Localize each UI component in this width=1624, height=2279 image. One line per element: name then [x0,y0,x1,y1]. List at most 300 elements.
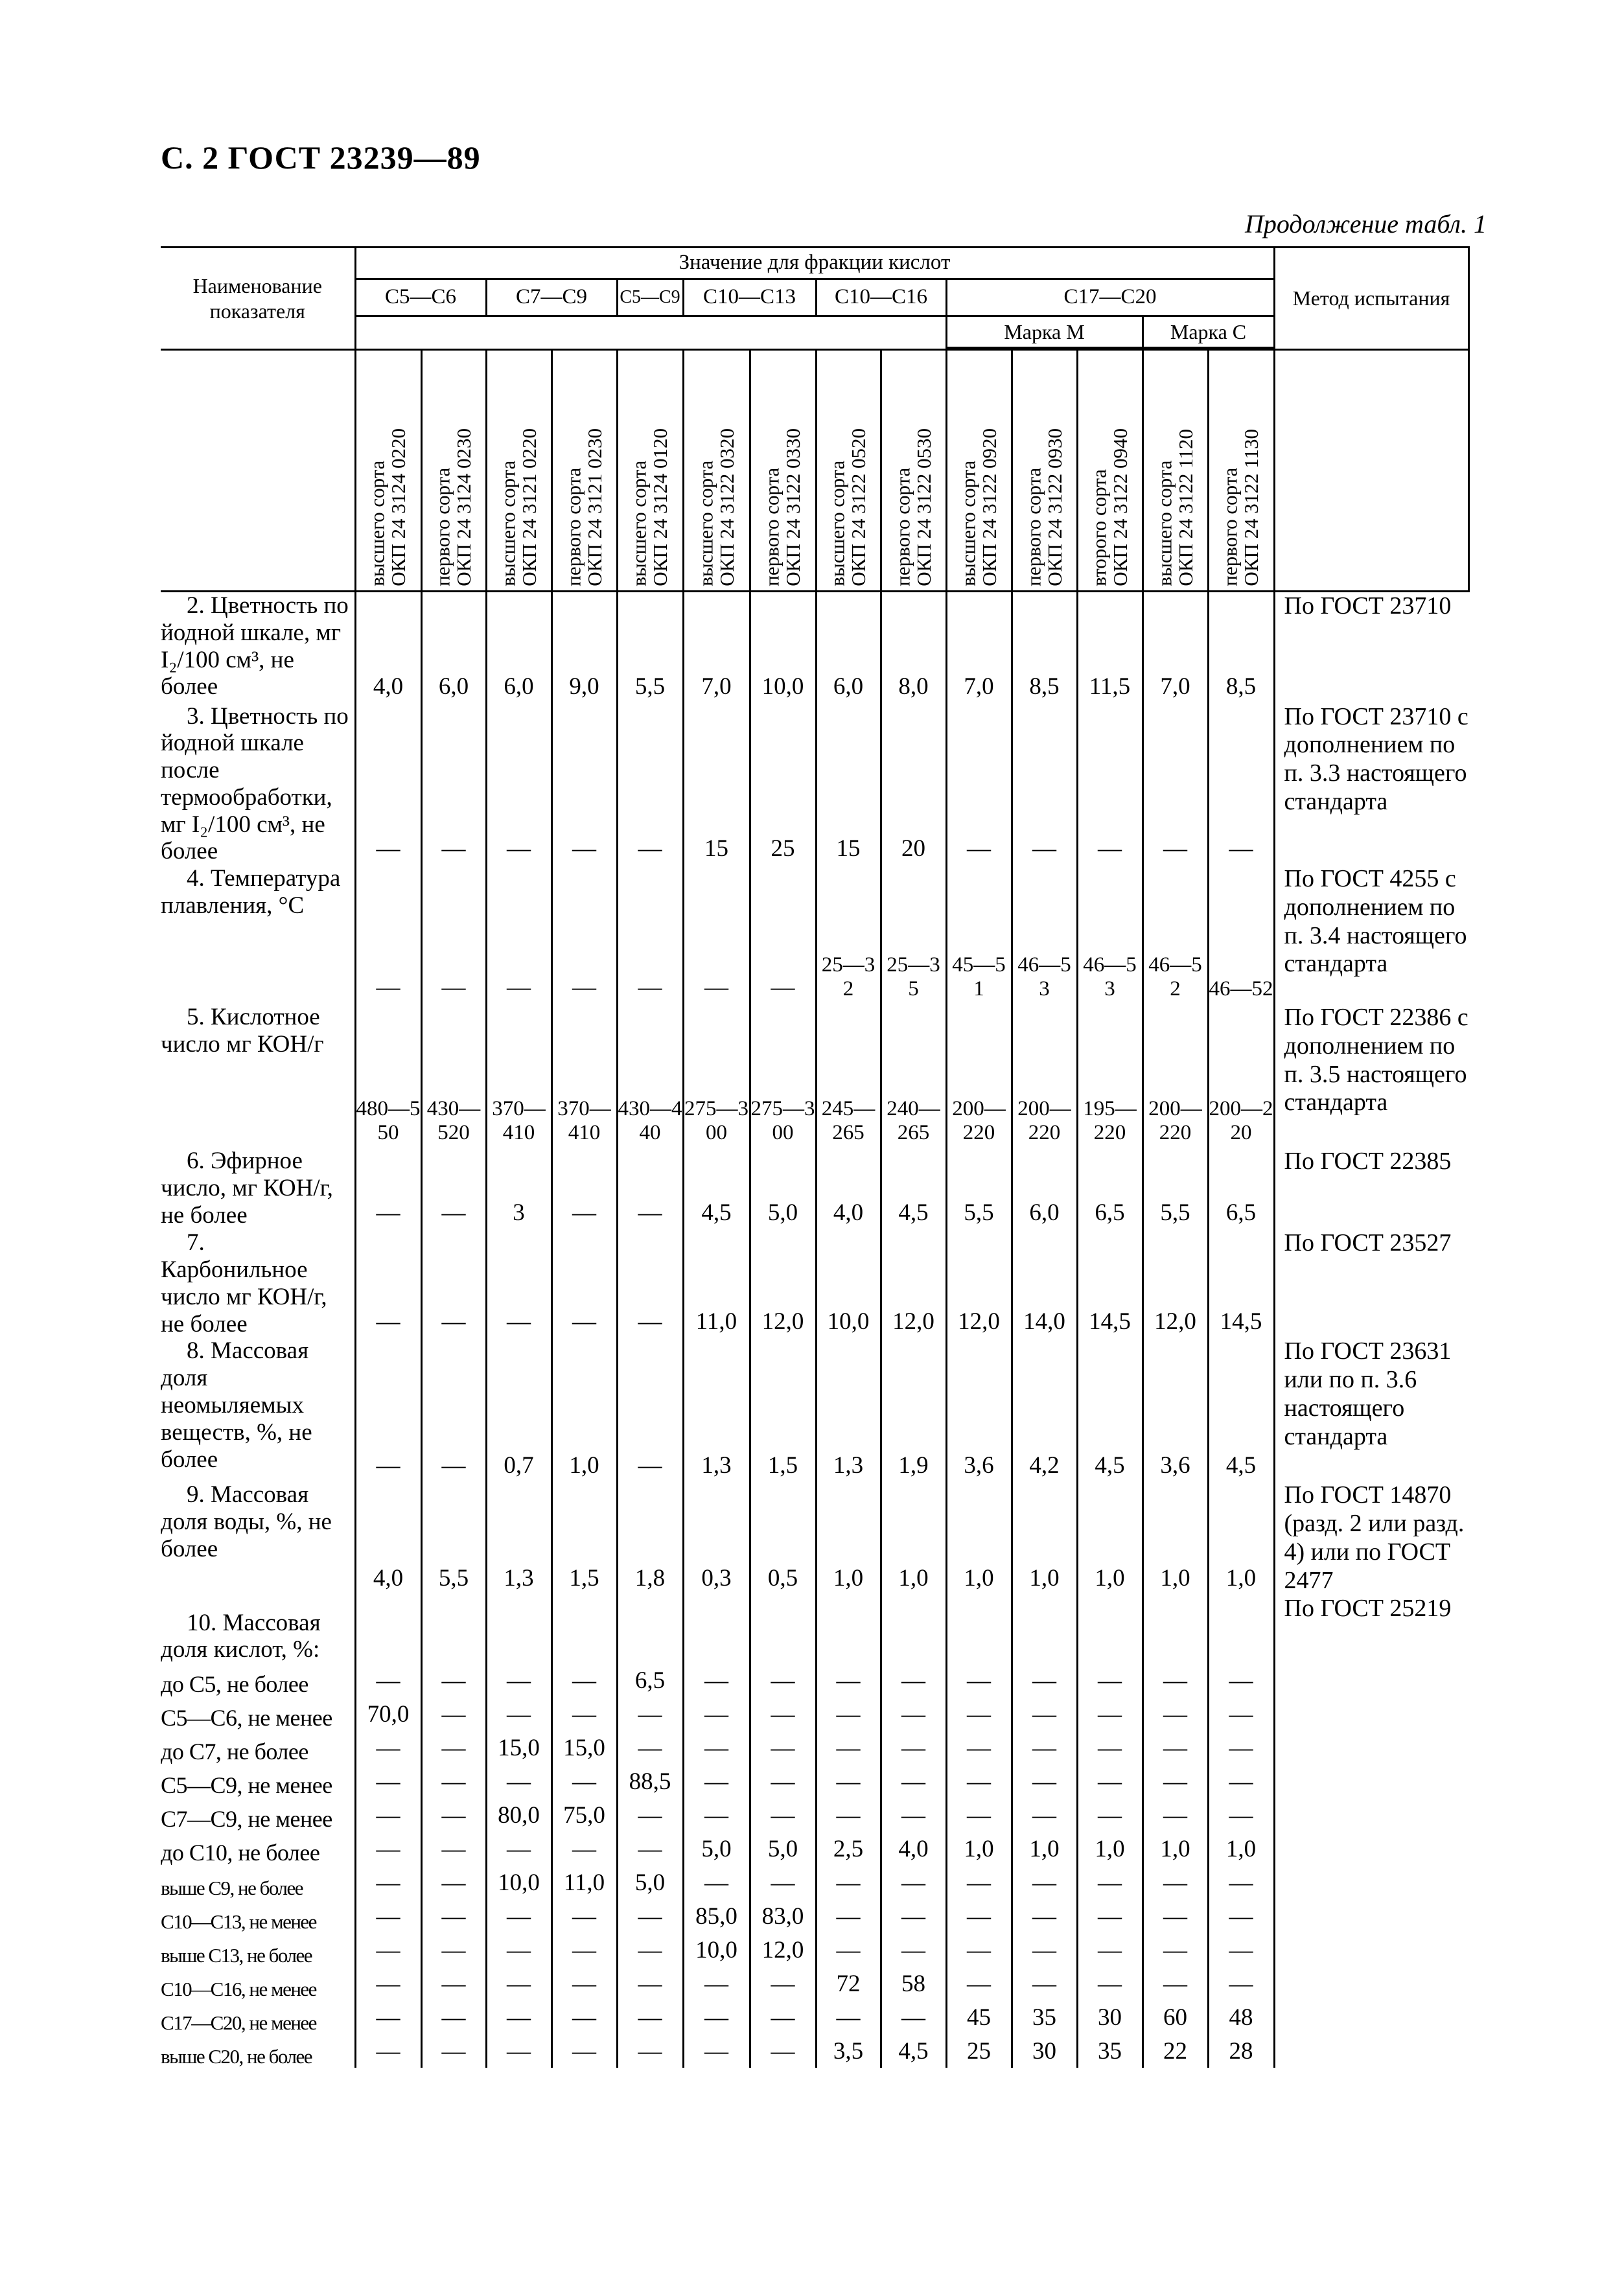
value-cell: — [421,1731,486,1764]
empty-method-cell [1274,1798,1468,1832]
value-cell: 240—265 [881,1004,946,1148]
value-cell: 4,5 [881,2034,946,2068]
value-cell: 195—220 [1077,1004,1143,1148]
value-cell: — [1077,1798,1143,1832]
value-cell: 1,0 [1143,1481,1208,1595]
fraction-group-header: Значение для фракции кислот [355,248,1274,279]
value-cell: — [881,1663,946,1697]
mark-header: Марка М [946,316,1143,348]
test-method: По ГОСТ 4255 с дополнением по п. 3.4 настоящего стандарта [1274,865,1468,1004]
value-cell: — [683,1866,750,1899]
table-row [161,1337,1468,1481]
value-cell: 1,0 [1143,1832,1208,1866]
value-cell: — [486,865,551,1004]
empty-method-cell [1274,2000,1468,2034]
value-cell: — [551,865,617,1004]
value-cell: 10,0 [486,1866,551,1899]
column-header: первого сорта ОКП 24 3122 0530 [890,428,935,586]
value-cell: 46—53 [1012,865,1077,1004]
value-cell: — [551,1899,617,1933]
value-cell: 25—32 [816,865,881,1004]
value-cell: 5,5 [1143,1148,1208,1229]
value-cell: 1,0 [551,1337,617,1481]
table-row [161,1595,1468,1663]
value-cell: — [1208,703,1274,866]
value-cell: — [421,703,486,866]
value-cell: 14,0 [1012,1229,1077,1337]
value-cell: — [1143,1866,1208,1899]
value-cell: — [1012,1697,1077,1731]
value-cell: — [750,865,816,1004]
method-column-header: Метод испытания [1274,248,1468,350]
value-cell: — [881,1933,946,1967]
test-method: По ГОСТ 23527 [1274,1229,1468,1337]
value-cell: 1,0 [1208,1832,1274,1866]
value-cell: 15,0 [551,1731,617,1764]
value-cell: 4,0 [816,1148,881,1229]
value-cell: — [551,1933,617,1967]
value-cell: — [1012,1967,1077,2000]
value-cell: — [1077,1899,1143,1933]
value-cell: 11,0 [683,1229,750,1337]
value-cell: 4,0 [355,592,421,703]
empty-cell [946,1595,1012,1663]
table-row [161,592,1468,703]
value-cell: 3,6 [1143,1337,1208,1481]
value-cell: — [816,2000,881,2034]
value-cell: — [617,703,683,866]
table-subrow [161,2034,1468,2068]
value-cell: 0,5 [750,1481,816,1595]
indicator-name: 8. Массовая доля неомыляемых веществ, %, не более [161,1337,312,1473]
value-cell: — [683,1798,750,1832]
fraction-header: C17—C20 [946,279,1274,316]
subrow-name: C10—C13, не менее [161,1910,316,1934]
value-cell: — [617,1697,683,1731]
value-cell: — [1143,1933,1208,1967]
value-cell: — [355,2034,421,2068]
value-cell: — [1143,1899,1208,1933]
value-cell: — [421,1798,486,1832]
value-cell: — [816,1697,881,1731]
subrow-name: до C7, не более [161,1738,308,1764]
column-header: второго сорта ОКП 24 3122 0940 [1087,428,1131,586]
value-cell: 15 [683,703,750,866]
test-method: По ГОСТ 23631 или по п. 3.6 настоящего стандарта [1274,1337,1468,1481]
value-cell: — [881,1764,946,1798]
value-cell: — [1012,1798,1077,1832]
value-cell: — [1143,1697,1208,1731]
value-cell: 10,0 [816,1229,881,1337]
value-cell: 4,5 [683,1148,750,1229]
column-header: первого сорта ОКП 24 3122 1130 [1218,429,1262,586]
value-cell: — [816,1899,881,1933]
value-cell: 3,6 [946,1337,1012,1481]
value-cell: 12,0 [881,1229,946,1337]
value-cell: — [1012,1866,1077,1899]
value-cell: 1,0 [1012,1481,1077,1595]
column-header: высшего сорта ОКП 24 3122 0320 [693,428,738,586]
value-cell: 245—265 [816,1004,881,1148]
value-cell: 2,5 [816,1832,881,1866]
value-cell: — [683,865,750,1004]
column-header: высшего сорта ОКП 24 3124 0120 [627,428,671,586]
value-cell: — [1012,1899,1077,1933]
value-cell: — [551,1148,617,1229]
value-cell: 22 [1143,2034,1208,2068]
value-cell: — [1208,1933,1274,1967]
value-cell: 58 [881,1967,946,2000]
value-cell: — [1077,1764,1143,1798]
value-cell: 1,0 [816,1481,881,1595]
value-cell: 275—300 [683,1004,750,1148]
empty-cell [1077,1595,1143,1663]
empty-cell [881,1595,946,1663]
value-cell: — [551,2000,617,2034]
empty-cell [1143,1595,1208,1663]
subrow-name: C10—C16, не менее [161,1978,316,2001]
value-cell: 3,5 [816,2034,881,2068]
value-cell: 6,5 [1208,1148,1274,1229]
value-cell: — [1077,1967,1143,2000]
value-cell: — [355,1866,421,1899]
value-cell: 200—220 [1208,1004,1274,1148]
value-cell: 83,0 [750,1899,816,1933]
value-cell: — [551,1967,617,2000]
value-cell: 45 [946,2000,1012,2034]
value-cell: — [1077,1933,1143,1967]
value-cell: — [551,2034,617,2068]
value-cell: — [421,1663,486,1697]
value-cell: — [421,1697,486,1731]
value-cell: 35 [1077,2034,1143,2068]
value-cell: 5,5 [946,1148,1012,1229]
value-cell: — [486,2000,551,2034]
value-cell: 1,0 [1208,1481,1274,1595]
value-cell: — [421,1899,486,1933]
value-cell: — [683,1697,750,1731]
value-cell: 1,3 [486,1481,551,1595]
value-cell: — [617,2000,683,2034]
value-cell: 370—410 [551,1004,617,1148]
table-row [161,1481,1468,1595]
table-subrow [161,1933,1468,1967]
value-cell: — [617,1337,683,1481]
fraction-header: C5—C9 [617,279,683,316]
value-cell: — [551,1229,617,1337]
subrow-name: выше C9, не более [161,1877,303,1900]
value-cell: — [1077,1731,1143,1764]
table-subrow [161,1899,1468,1933]
test-method: По ГОСТ 25219 [1274,1595,1468,1663]
value-cell: — [355,1933,421,1967]
value-cell: 5,0 [750,1148,816,1229]
value-cell: — [1012,703,1077,866]
value-cell: — [617,1229,683,1337]
indicator-name: 9. Массовая доля воды, %, не более [161,1481,332,1563]
value-cell: — [750,1798,816,1832]
value-cell: 6,0 [816,592,881,703]
value-cell: — [617,1899,683,1933]
indicator-name: 2. Цветность по йодной шкале, мг I₂/100 см³, не более [161,592,349,700]
value-cell: — [355,2000,421,2034]
header-spacer [355,316,946,350]
value-cell: 8,5 [1208,592,1274,703]
value-cell: 46—52 [1143,865,1208,1004]
value-cell: — [617,1798,683,1832]
value-cell: 10,0 [683,1933,750,1967]
properties-table [161,246,1470,2068]
table-row [161,703,1468,866]
subrow-name: до C5, не более [161,1671,308,1697]
value-cell: 12,0 [750,1229,816,1337]
value-cell: — [617,1148,683,1229]
empty-cell [486,1595,551,1663]
column-header: первого сорта ОКП 24 3124 0230 [431,428,475,586]
value-cell: — [1143,703,1208,866]
empty-method-cell [1274,1697,1468,1731]
value-cell: — [551,1697,617,1731]
subrow-name: C5—C9, не менее [161,1772,332,1798]
value-cell: — [881,1798,946,1832]
value-cell: — [486,2034,551,2068]
value-cell: 4,0 [881,1832,946,1866]
value-cell: 200—220 [1143,1004,1208,1148]
table-subrow [161,1967,1468,2000]
table-subrow [161,2000,1468,2034]
value-cell: 1,0 [946,1832,1012,1866]
value-cell: 370—410 [486,1004,551,1148]
value-cell: — [816,1933,881,1967]
empty-cell [617,1595,683,1663]
value-cell: — [750,1663,816,1697]
value-cell: 70,0 [355,1697,421,1731]
value-cell: 1,3 [816,1337,881,1481]
page-header: С. 2 ГОСТ 23239—89 [161,139,481,176]
value-cell: 4,5 [881,1148,946,1229]
value-cell: — [355,1832,421,1866]
value-cell: — [750,2034,816,2068]
value-cell: 20 [881,703,946,866]
value-cell: 7,0 [683,592,750,703]
empty-cell [750,1595,816,1663]
indicator-name: 3. Цветность по йодной шкале после термообработки, мг I₂/100 см³, не более [161,702,349,865]
value-cell: — [816,1731,881,1764]
value-cell: — [551,1764,617,1798]
value-cell: — [421,2034,486,2068]
table-row [161,1004,1468,1148]
value-cell: 7,0 [946,592,1012,703]
value-cell: 1,0 [1077,1832,1143,1866]
value-cell: 1,5 [551,1481,617,1595]
empty-method-cell [1274,1663,1468,1697]
empty-cell [551,1595,617,1663]
table-subrow [161,1832,1468,1866]
value-cell: — [946,1697,1012,1731]
value-cell: 1,8 [617,1481,683,1595]
value-cell: 1,0 [946,1481,1012,1595]
table-row [161,865,1468,1004]
value-cell: — [551,1832,617,1866]
value-cell: — [355,1731,421,1764]
empty-cell [1208,1595,1274,1663]
value-cell: 8,5 [1012,592,1077,703]
indicator-name: 4. Температура плавления, °С [161,865,341,920]
value-cell: 12,0 [946,1229,1012,1337]
value-cell: — [1077,703,1143,866]
value-cell: 1,9 [881,1337,946,1481]
value-cell: — [355,1229,421,1337]
fraction-header: C5—C6 [355,279,486,316]
value-cell: — [551,703,617,866]
value-cell: — [1208,1697,1274,1731]
value-cell: — [355,1663,421,1697]
test-method: По ГОСТ 23710 [1274,592,1468,703]
value-cell: — [750,1697,816,1731]
value-cell: — [881,2000,946,2034]
value-cell: — [421,865,486,1004]
value-cell: 5,0 [617,1866,683,1899]
table-row [161,1148,1468,1229]
value-cell: — [946,1899,1012,1933]
value-cell: 6,0 [421,592,486,703]
value-cell: — [946,703,1012,866]
value-cell: — [486,1899,551,1933]
empty-cell [816,1595,881,1663]
empty-cell [683,1595,750,1663]
value-cell: — [816,1764,881,1798]
value-cell: — [421,1229,486,1337]
value-cell: 14,5 [1077,1229,1143,1337]
value-cell: — [683,1731,750,1764]
value-cell: 60 [1143,2000,1208,2034]
empty-cell [355,1595,421,1663]
value-cell: 1,5 [750,1337,816,1481]
fraction-header: C7—C9 [486,279,617,316]
fraction-header: C10—C16 [816,279,946,316]
value-cell: — [946,1731,1012,1764]
value-cell: — [486,1967,551,2000]
value-cell: 6,0 [486,592,551,703]
indicator-name: 6. Эфирное число, мг КОН/г, не более [161,1148,333,1229]
value-cell: 275—300 [750,1004,816,1148]
value-cell: — [617,1967,683,2000]
value-cell: — [750,2000,816,2034]
value-cell: 10,0 [750,592,816,703]
value-cell: — [617,1832,683,1866]
value-cell: — [355,1337,421,1481]
value-cell: 30 [1077,2000,1143,2034]
value-cell: — [355,1899,421,1933]
value-cell: 7,0 [1143,592,1208,703]
value-cell: 15 [816,703,881,866]
value-cell: — [1012,1731,1077,1764]
value-cell: — [486,1229,551,1337]
value-cell: 15,0 [486,1731,551,1764]
table-row [161,1229,1468,1337]
value-cell: — [1077,1866,1143,1899]
value-cell: 25 [946,2034,1012,2068]
value-cell: — [1208,1663,1274,1697]
value-cell: 1,0 [881,1481,946,1595]
column-header: первого сорта ОКП 24 3122 0330 [760,428,804,586]
value-cell: — [421,1764,486,1798]
value-cell: 200—220 [946,1004,1012,1148]
column-header: первого сорта ОКП 24 3122 0930 [1021,428,1066,586]
empty-method-cell [1274,1764,1468,1798]
value-cell: 46—52 [1208,865,1274,1004]
empty-method-cell [1274,1899,1468,1933]
value-cell: 25—35 [881,865,946,1004]
value-cell: 0,3 [683,1481,750,1595]
column-header: высшего сорта ОКП 24 3122 1120 [1152,429,1197,586]
value-cell: — [1143,1663,1208,1697]
value-cell: — [421,1148,486,1229]
value-cell: — [683,1764,750,1798]
empty-method-cell [1274,1731,1468,1764]
value-cell: — [1077,1697,1143,1731]
table-continuation-label: Продолжение табл. 1 [1244,209,1487,238]
subrow-name: C17—C20, не менее [161,2011,316,2035]
value-cell: — [486,1697,551,1731]
value-cell: 1,0 [1077,1481,1143,1595]
column-header: высшего сорта ОКП 24 3122 0920 [956,428,1001,586]
value-cell: — [816,1663,881,1697]
value-cell: 11,5 [1077,592,1143,703]
empty-method-cell [1274,1933,1468,1967]
value-cell: — [1208,1866,1274,1899]
value-cell: — [421,2000,486,2034]
value-cell: 6,5 [1077,1148,1143,1229]
value-cell: — [617,1933,683,1967]
value-cell: — [421,1337,486,1481]
subrow-name: C7—C9, не менее [161,1805,332,1832]
value-cell: — [1208,1967,1274,2000]
value-cell: — [750,1967,816,2000]
value-cell: — [1143,1967,1208,2000]
value-cell: — [683,2034,750,2068]
value-cell: — [1143,1798,1208,1832]
value-cell: — [486,703,551,866]
value-cell: 5,5 [617,592,683,703]
value-cell: — [421,1832,486,1866]
value-cell: 5,5 [421,1481,486,1595]
subrow-name: выше C20, не более [161,2045,312,2068]
value-cell: 46—53 [1077,865,1143,1004]
empty-method-cell [1274,2034,1468,2068]
test-method: По ГОСТ 22385 [1274,1148,1468,1229]
value-cell: 5,0 [683,1832,750,1866]
name-column-header: Наименование показателя [161,248,355,350]
value-cell: 4,5 [1208,1337,1274,1481]
table-subrow [161,1866,1468,1899]
value-cell: — [946,1866,1012,1899]
value-cell: — [946,1933,1012,1967]
value-cell: 80,0 [486,1798,551,1832]
value-cell: 30 [1012,2034,1077,2068]
value-cell: 1,0 [1012,1832,1077,1866]
test-method: По ГОСТ 22386 с дополнением по п. 3.5 настоящего стандарта [1274,1004,1468,1148]
value-cell: — [486,1764,551,1798]
subrow-name: до C10, не более [161,1839,320,1866]
value-cell: 9,0 [551,592,617,703]
value-cell: 11,0 [551,1866,617,1899]
table-subrow [161,1697,1468,1731]
value-cell: — [881,1731,946,1764]
value-cell: 85,0 [683,1899,750,1933]
value-cell: — [1208,1798,1274,1832]
subrow-name: выше C13, не более [161,1944,312,1967]
